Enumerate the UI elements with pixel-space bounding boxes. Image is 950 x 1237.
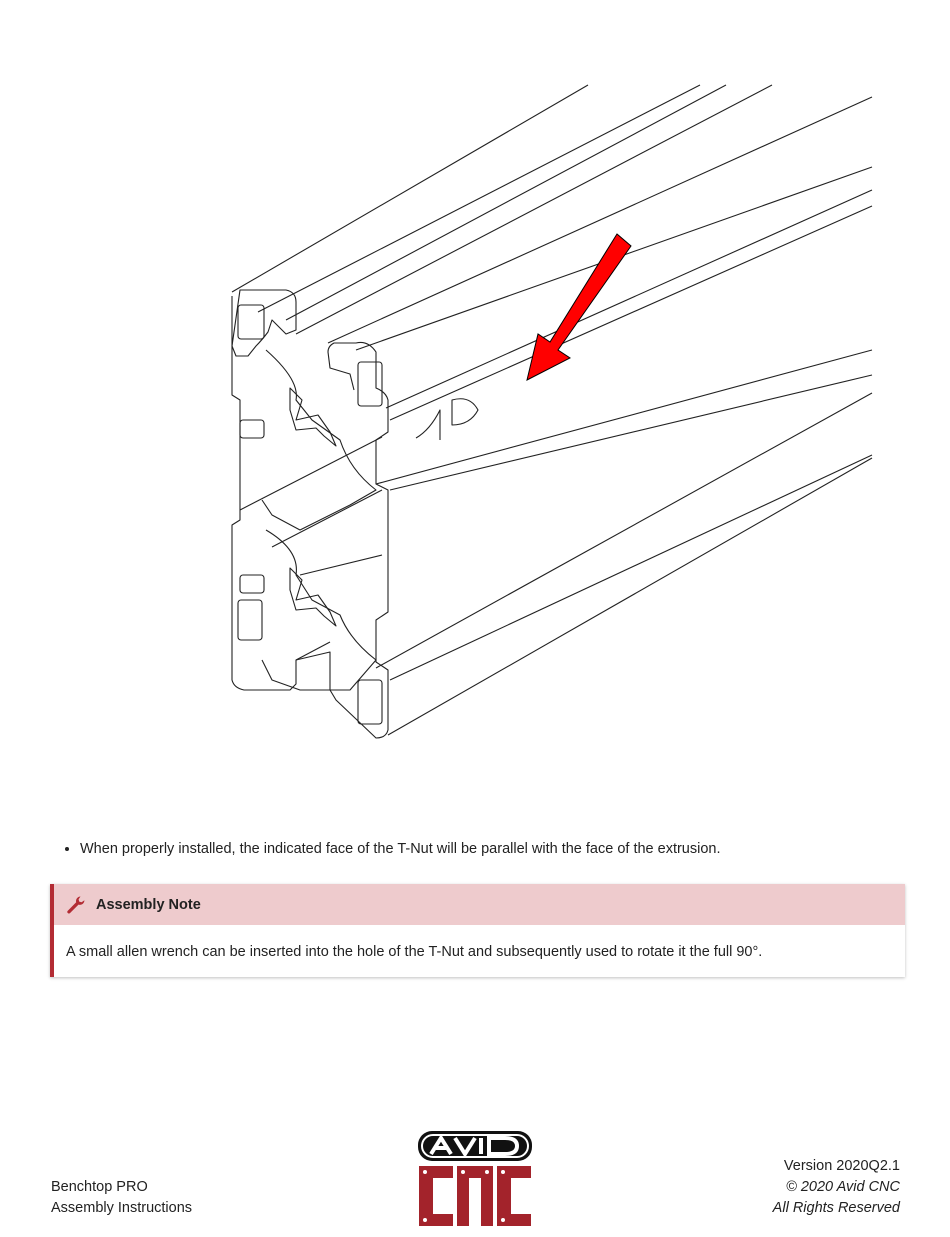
footer-copyright: © 2020 Avid CNC [786, 1179, 900, 1195]
assembly-note-body: A small allen wrench can be inserted into the hole of the T-Nut and subsequently used to rotate it the full 90°. [66, 944, 763, 960]
assembly-note-header [54, 884, 905, 925]
assembly-note-title: Assembly Note [96, 896, 201, 913]
wrench-icon [66, 895, 86, 915]
footer-version-info [773, 1156, 900, 1219]
list-item: • When properly installed, the indicated face of the T-Nut will be parallel with the face of the extrusion. [80, 836, 721, 862]
footer-product: Benchtop PRO [51, 1179, 148, 1195]
indicator-arrow [527, 234, 631, 380]
footer-document-title [51, 1177, 192, 1219]
avid-cnc-logo [417, 1130, 533, 1228]
extrusion-illustration [225, 80, 875, 745]
instruction-list [58, 836, 721, 862]
footer-rights: All Rights Reserved [772, 1200, 900, 1216]
extrusion-drawing [225, 80, 875, 745]
assembly-note [50, 884, 905, 977]
footer-version: Version 2020Q2.1 [783, 1158, 900, 1174]
footer-doc-type: Assembly Instructions [51, 1200, 193, 1216]
